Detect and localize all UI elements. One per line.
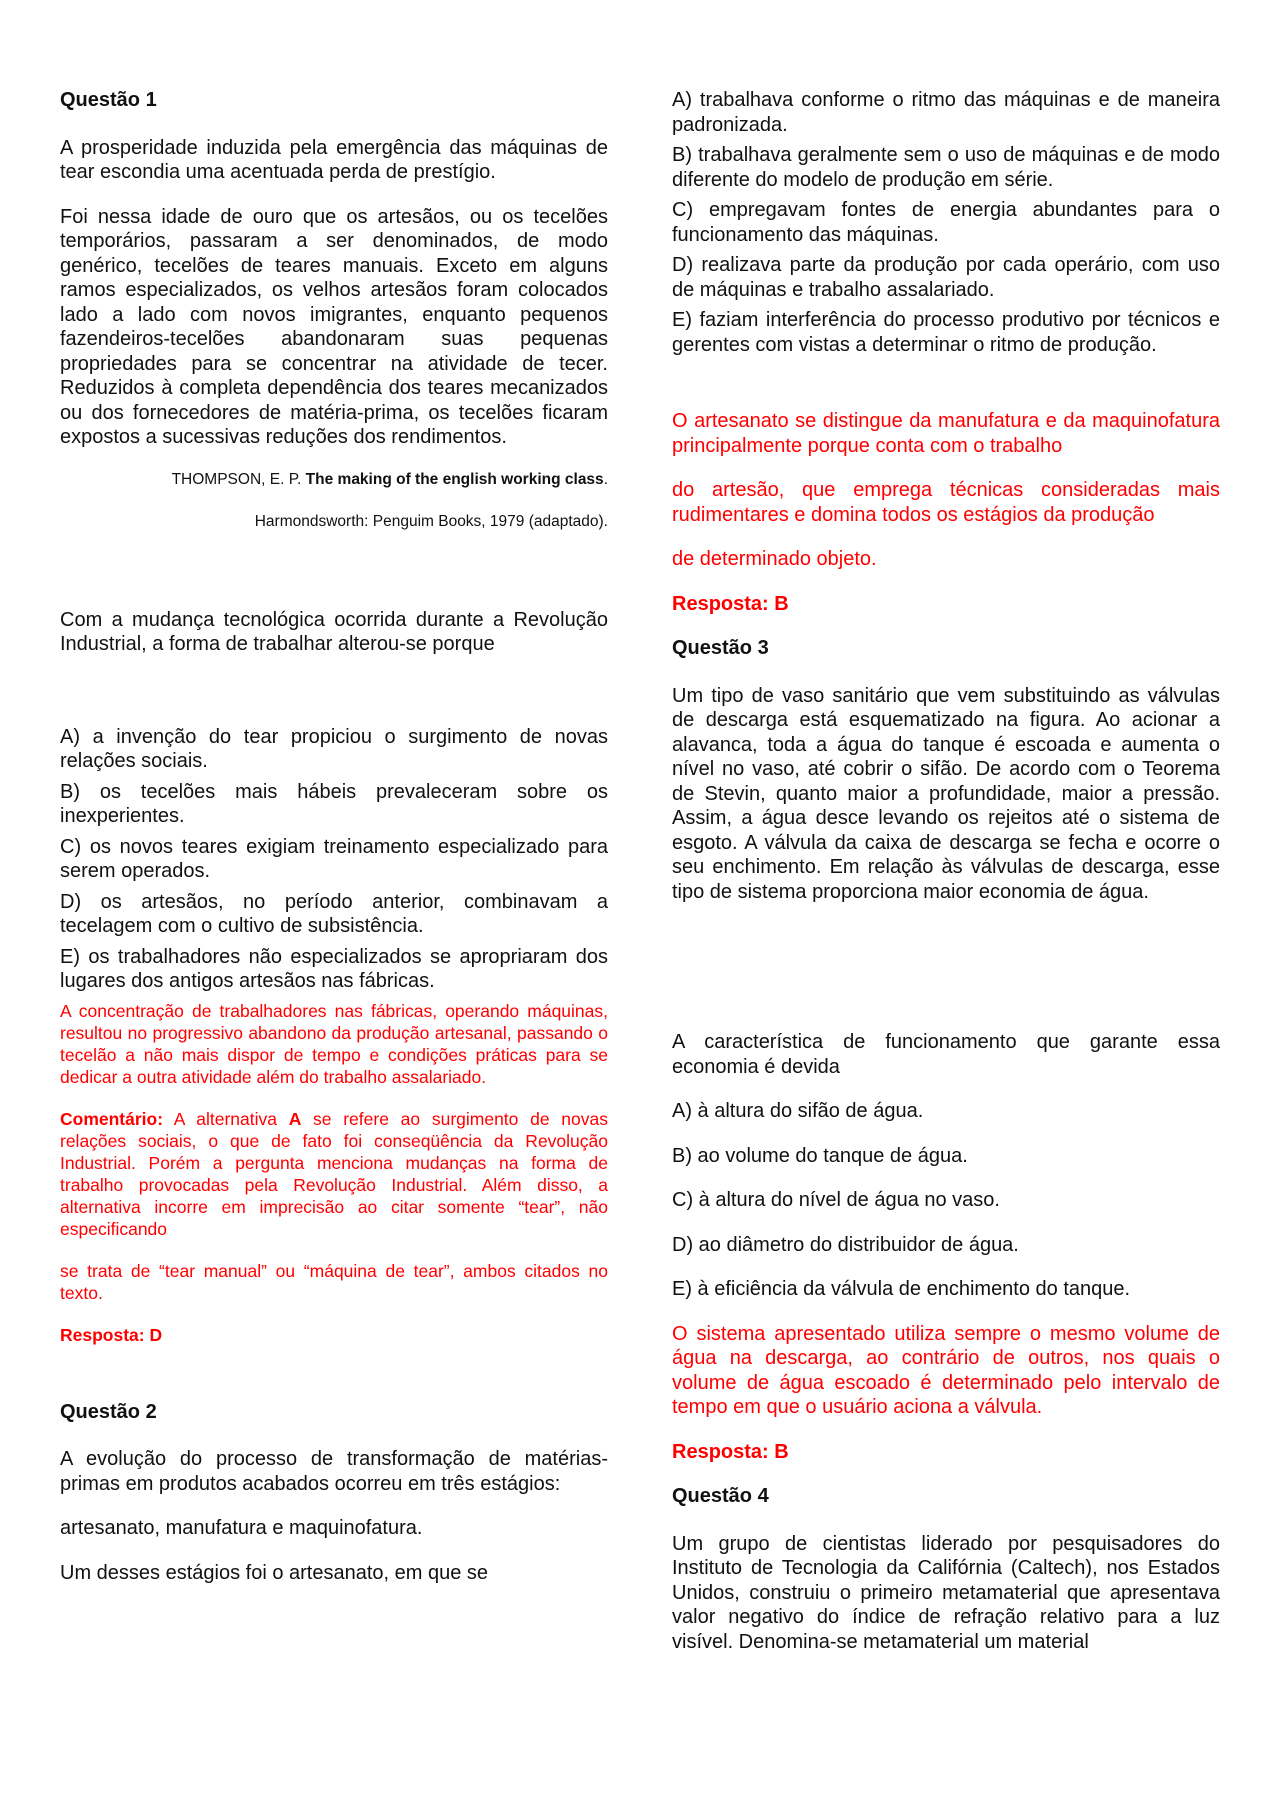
q2-text-paragraph: artesanato, manufatura e maquinofatura. — [60, 1517, 423, 1539]
q1-text-paragraph: A prosperidade induzida pela emergência das máquinas de tear escondia uma acentuada perda de prestígio. — [60, 136, 608, 183]
question-4-title: Questão 4 — [672, 1485, 769, 1507]
q1-option: A) a invenção do tear propiciou o surgimento de novas relações sociais. — [60, 725, 608, 772]
q2-option: B) trabalhava geralmente sem o uso de máquinas e de modo diferente do modelo de produção em série. — [672, 144, 1220, 191]
q3-stem: A característica de funcionamento que garante essa economia é devida — [672, 1031, 1220, 1078]
left-column — [60, 88, 608, 1605]
reference-end: . — [603, 470, 608, 488]
q1-option: E) os trabalhadores não especializados se apropriaram dos lugares dos antigos artesãos nas fábricas. — [60, 945, 608, 992]
question-1-title: Questão 1 — [60, 89, 157, 111]
q2-option: A) trabalhava conforme o ritmo das máquinas e de maneira padronizada. — [672, 89, 1220, 136]
q3-option: B) ao volume do tanque de água. — [672, 1144, 968, 1167]
reference-title: The making of the english working class — [305, 470, 604, 488]
comment-letter: A — [288, 1108, 302, 1129]
q1-option: C) os novos teares exigiam treinamento especializado para serem operados. — [60, 835, 608, 882]
question-3-title: Questão 3 — [672, 637, 769, 659]
q2-text-paragraph: A evolução do processo de transformação de matérias-primas em produtos acabados ocorreu em três estágios: — [60, 1448, 608, 1495]
q3-option: E) à eficiência da válvula de enchimento do tanque. — [672, 1278, 1131, 1300]
q1-stem: Com a mudança tecnológica ocorrida durante a Revolução Industrial, a forma de trabalhar alterou-se porque — [60, 608, 608, 655]
q2-explanation: de determinado objeto. — [672, 548, 877, 570]
q2-text-paragraph: Um desses estágios foi o artesanato, em que se — [60, 1561, 489, 1584]
q2-option: E) faziam interferência do processo produtivo por técnicos e gerentes com vistas a determinar o ritmo de produção. — [672, 309, 1220, 356]
comment-text: A alternativa — [163, 1108, 289, 1129]
comment-label: Comentário: — [60, 1108, 164, 1129]
right-column — [672, 88, 1220, 1674]
reference-line — [60, 470, 608, 490]
q1-comment-cont: se trata de “tear manual” ou “máquina de tear”, ambos citados no texto. — [60, 1260, 608, 1303]
q1-option: B) os tecelões mais hábeis prevaleceram sobre os inexperientes. — [60, 780, 608, 827]
q3-option: D) ao diâmetro do distribuidor de água. — [672, 1233, 1019, 1256]
q2-explanation: do artesão, que emprega técnicas consideradas mais rudimentares e domina todos os estágios da produção — [672, 479, 1220, 526]
reference-author: THOMPSON, E. P. — [171, 470, 306, 488]
q1-answer: Resposta: D — [60, 1324, 163, 1345]
q2-option: C) empregavam fontes de energia abundantes para o funcionamento das máquinas. — [672, 199, 1220, 246]
q2-option: D) realizava parte da produção por cada operário, com uso de máquinas e trabalho assalariado. — [672, 254, 1220, 301]
q2-answer: Resposta: B — [672, 592, 789, 615]
q1-option: D) os artesãos, no período anterior, combinavam a tecelagem com o cultivo de subsistência. — [60, 890, 608, 937]
q3-answer: Resposta: B — [672, 1440, 789, 1463]
comment-text: se refere ao surgimento de novas relações sociais, o que de fato foi conseqüência da Revolução Industrial. Porém a pergunta menciona mudanças na forma de trabalho provocadas pela Revolução Industrial. Além disso, a alternativa incorre em imprecisão ao citar somente “tear”, não especificando — [60, 1108, 608, 1239]
q3-text-paragraph: Um tipo de vaso sanitário que vem substituindo as válvulas de descarga está esquematizado na figura. Ao acionar a alavanca, toda a água do tanque é escoada e aumenta o nível no vaso, até cobrir o sifão. De acordo com o Teorema de Stevin, quanto maior a profundidade, maior a pressão. Assim, a água desce levando os rejeitos até o sistema de esgoto. A válvula da caixa de descarga se fecha e ocorre o seu enchimento. Em relação às válvulas de descarga, esse tipo de sistema proporciona maior economia de água. — [672, 684, 1220, 903]
q2-explanation: O artesanato se distingue da manufatura e da maquinofatura principalmente porque conta com o trabalho — [672, 410, 1220, 457]
q1-text-paragraph: Foi nessa idade de ouro que os artesãos, ou os tecelões temporários, passaram a ser denominados, de modo genérico, tecelões de teares manuais. Exceto em alguns ramos especializados, os velhos artesãos foram colocados lado a lado com novos imigrantes, enquanto pequenos fazendeiros-tecelões abandonaram suas pequenas propriedades para se concentrar na atividade de tecer. Reduzidos à completa dependência dos teares mecanizados ou dos fornecedores de matéria-prima, os tecelões ficaram expostos a sucessivas reduções dos rendimentos. — [60, 205, 608, 448]
q1-comment — [60, 1108, 608, 1240]
q1-explanation: A concentração de trabalhadores nas fábricas, operando máquinas, resultou no progressivo abandono da produção artesanal, passando o tecelão a não mais dispor de tempo e condições práticas para se dedicar a outra atividade além do trabalho assalariado. — [60, 1000, 608, 1087]
q3-option: C) à altura do nível de água no vaso. — [672, 1189, 1000, 1211]
question-2-title: Questão 2 — [60, 1400, 157, 1423]
q3-explanation: O sistema apresentado utiliza sempre o mesmo volume de água na descarga, ao contrário de outros, nos quais o volume de água escoado é determinado pelo intervalo de tempo em que o usuário aciona a válvula. — [672, 1322, 1220, 1418]
reference-publisher: Harmondsworth: Penguim Books, 1979 (adaptado). — [254, 512, 608, 530]
q4-text-paragraph: Um grupo de cientistas liderado por pesquisadores do Instituto de Tecnologia da Califórnia (Caltech), nos Estados Unidos, construiu o primeiro metamaterial que apresentava valor negativo do índice de refração relativo para a luz visível. Denomina-se metamaterial um material — [672, 1532, 1220, 1653]
q3-option: A) à altura do sifão de água. — [672, 1100, 924, 1122]
